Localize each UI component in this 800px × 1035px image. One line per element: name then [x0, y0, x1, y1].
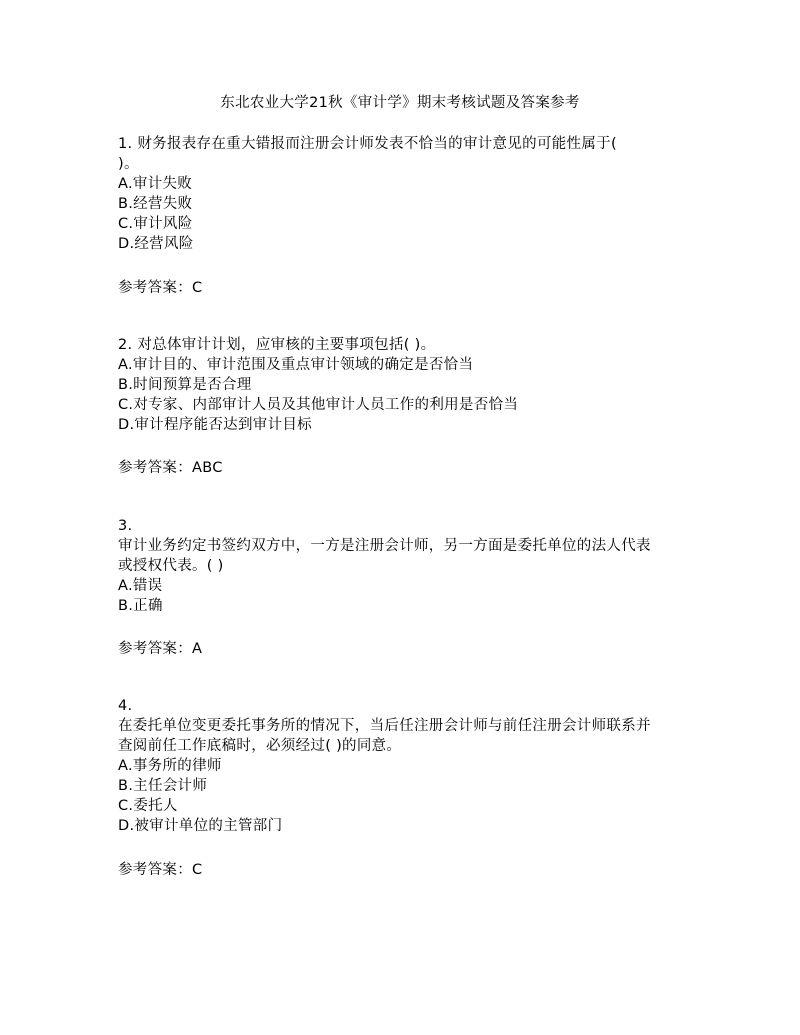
option-a: A.审计目的、审计范围及重点审计领域的确定是否恰当: [118, 357, 474, 373]
question-2: [118, 335, 698, 435]
option-b: B.主任会计师: [118, 778, 208, 794]
answer-label: 参考答案：: [118, 280, 192, 296]
question-stem: 2. 对总体审计计划，应审核的主要事项包括( )。: [118, 337, 436, 353]
question-stem: 查阅前任工作底稿时，必须经过( )的同意。: [118, 738, 402, 754]
option-b: B.正确: [118, 598, 163, 614]
question-stem: 1. 财务报表存在重大错报而注册会计师发表不恰当的审计意见的可能性属于(: [118, 136, 617, 152]
option-a: A.事务所的律师: [118, 758, 222, 774]
option-a: A.错误: [118, 578, 163, 594]
answer-label: 参考答案：: [118, 460, 192, 476]
option-c: C.委托人: [118, 798, 178, 814]
option-d: D.被审计单位的主管部门: [118, 818, 283, 834]
document-title: 东北农业大学21秋《审计学》期末考核试题及答案参考: [220, 95, 580, 111]
question-4: [118, 696, 698, 836]
answer-1: [118, 278, 202, 298]
option-d: D.经营风险: [118, 236, 194, 252]
answer-4: [118, 860, 202, 880]
answer-label: 参考答案：: [118, 641, 192, 657]
answer-value: ABC: [192, 460, 223, 476]
answer-2: [118, 458, 223, 478]
option-a: A.审计失败: [118, 176, 193, 192]
question-stem: 在委托单位变更委托事务所的情况下，当后任注册会计师与前任注册会计师联系并: [118, 718, 651, 734]
option-d: D.审计程序能否达到审计目标: [118, 417, 312, 433]
option-b: B.经营失败: [118, 196, 193, 212]
option-c: C.审计风险: [118, 216, 193, 232]
question-stem: )。: [118, 156, 139, 172]
question-stem: 或授权代表。( ): [118, 558, 224, 574]
question-3: [118, 516, 698, 616]
question-stem: 审计业务约定书签约双方中，一方是注册会计师，另一方面是委托单位的法人代表: [118, 538, 651, 554]
answer-value: C: [192, 862, 203, 878]
question-1: [118, 134, 698, 254]
question-stem: 3.: [118, 518, 133, 534]
option-b: B.时间预算是否合理: [118, 377, 252, 393]
answer-3: [118, 639, 202, 659]
question-stem: 4.: [118, 698, 133, 714]
option-c: C.对专家、内部审计人员及其他审计人员工作的利用是否恰当: [118, 397, 519, 413]
answer-value: A: [192, 641, 203, 657]
answer-label: 参考答案：: [118, 862, 192, 878]
answer-value: C: [192, 280, 203, 296]
